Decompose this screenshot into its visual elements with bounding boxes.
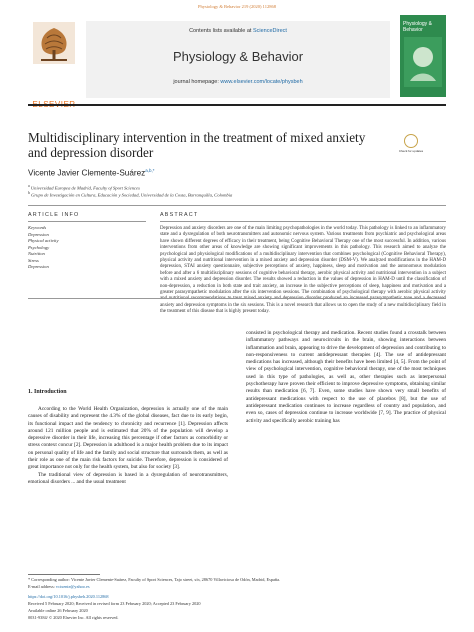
- article-info-rule: [28, 221, 146, 222]
- doi-line: [28, 594, 109, 599]
- article-title: Multidisciplinary intervention in the treatment of mixed anxiety and depression disorder: [28, 130, 366, 160]
- affiliation-b: [28, 191, 232, 198]
- abstract-heading: ABSTRACT: [160, 212, 199, 218]
- affiliation-mark: b: [28, 191, 30, 195]
- email-line: [28, 584, 90, 589]
- affiliation-text: Universidad Europea de Madrid, Faculty of Sport Sciences: [30, 185, 140, 191]
- elsevier-tree-icon: [33, 22, 75, 64]
- journal-cover-thumbnail: [400, 15, 446, 97]
- keyword: Depression: [28, 264, 49, 270]
- section-heading-introduction: 1. Introduction: [28, 389, 67, 395]
- journal-homepage-link[interactable]: www.elsevier.com/locate/physbeh: [220, 79, 303, 85]
- body-paragraph: consisted in psychological therapy and medication. Recent studies found a crosstalk between inflammatory pathways and neurocircuits in the brain, showing interactions between inflammation and brain, appearing to drive the development of depression and contributing to non-responsiveness to current antidepressant therapies [4]. The use of antidepressant medications has increased, although their benefits have been limited [4, 5]. From the point of view of psychological intervention, cognitive behavioral therapy, one of the most techniques used in this type of pathologies, as well as, other therapies such as interpersonal psychotherapy have proven their efficient to improve depressive symptoms, obtaining similar results than medication [6, 7]. Even, some studies have shown very small benefits of antidepressant medications with respect to the use of placebos [8], but the use of antidepressant medication continues to increase regardless of country and population, and even so, cases of depression continue to increase worldwide [7, 9]. The practice of physical activity and specifically aerobic training has: [246, 330, 446, 424]
- received-dates: Received 5 February 2020; Received in revised form 23 February 2020; Accepted 23 February 2020: [28, 601, 201, 606]
- keyword: Depression: [28, 232, 49, 237]
- author-name: Vicente Javier Clemente-Suárez: [28, 168, 146, 178]
- keyword: Physical activity: [28, 238, 59, 244]
- keyword: Nutrition: [28, 251, 45, 257]
- available-online: Available online 26 February 2020: [28, 608, 88, 613]
- header-rule: [28, 104, 446, 106]
- contents-prefix: Contents lists available at: [189, 28, 253, 34]
- article-info-heading: ARTICLE INFO: [28, 212, 80, 218]
- affiliation-a: [28, 184, 140, 191]
- check-for-updates-badge[interactable]: [400, 134, 422, 158]
- footnote-rule: [28, 574, 100, 575]
- email-link[interactable]: vctxente@yahoo.es: [55, 584, 90, 589]
- journal-homepage-line: [86, 79, 390, 85]
- affiliation-mark: a: [28, 184, 30, 188]
- cover-title: Physiology & Behavior: [403, 21, 432, 33]
- body-paragraph: The traditional view of depression is based in a dysregulation of neurotransmitters, emotional disorders ... and the usual treatment: [28, 471, 228, 485]
- contents-line: [86, 28, 390, 34]
- keywords-heading: Keywords: [28, 225, 47, 230]
- doi-link[interactable]: https://doi.org/10.1016/j.physbeh.2020.112868: [28, 594, 109, 599]
- homepage-label: journal homepage:: [173, 79, 221, 85]
- section-rule: [28, 205, 446, 206]
- keyword: Stress: [28, 257, 39, 263]
- abstract-text: Depression and anxiety disorders are one of the main limiting psychopathologies in the world today. This pathology is linked to an inflammatory state and a dysregulation of both neurotransmitters and autonomic nervous system. Various treatments from psychiatric and psychological areas have shown different degrees of efficacy in their treatment, being Cognitive Behavioral Therapy one of the most successful. In addition, various interventions from other areas of knowledge are showing significant improvements in this pathology. This research aimed to analyze the psychological and physiological modifications of a multidisciplinary intervention that combines psychological (Cognitive Behavioral Therapy), physical activity and nutritional intervention in a mixed anxiety and depression disorder (DSM-V). We analyzed modifications in the HAM-D depression, STAI anxiety questionnaire, subjective perceptions of anxiety, happiness, sleep and motivation and the autonomous modulation before and after a 6 multidisciplinary sessions of cognitive behavioral therapy, aerobic physical activity and nutritional intervention in a subject with a mixed anxiety and depression disorder. The results showed a reduction in the values of depression in HAM-D until the classification of non-depression, a reduction in both state and trait anxiety, an increase in the subjective perceptions of sleep, happiness and motivation and a greater parasympathetic modulation after the six intervention sessions. The combination of psychological therapy with aerobic physical activity and nutritional recommendations to treat mixed anxiety and depression disorder produced an increased parasympathetic tone and a decreased anxiety and depression symptoms in the six sessions. This is a novel research that allows us to open the study of a new multidisciplinary field in the treatment of this disease that is highly present today.: [160, 226, 446, 315]
- abstract-end-rule: [28, 298, 446, 299]
- journal-info-box: [86, 21, 390, 98]
- author-line: [28, 168, 155, 178]
- crossmark-icon: [404, 134, 418, 148]
- email-label: E-mail address:: [28, 584, 56, 589]
- abstract-rule: [160, 221, 446, 222]
- affiliation-text: Grupo de Investigación en Cultura, Educación y Sociedad, Universidad de la Costa, Barranquilla, Colombia: [31, 192, 233, 198]
- keyword: Psychology: [28, 244, 50, 250]
- keywords-list: [28, 232, 146, 270]
- body-column-left: [28, 406, 228, 486]
- corresponding-author-note: * Corresponding author: Vicente Javier Clemente-Suárez, Faculty of Sport Sciences, Tajo street, s/n, 28670 Villaviciosa de Odón, Madrid, España.: [28, 577, 281, 582]
- body-column-right: [246, 330, 446, 425]
- sciencedirect-link[interactable]: ScienceDirect: [252, 28, 287, 34]
- elsevier-logo: [28, 20, 80, 93]
- author-marks: a,b,*: [145, 168, 155, 173]
- check-for-updates-label: Check for updates: [398, 149, 424, 153]
- journal-title: Physiology & Behavior: [172, 49, 304, 64]
- cover-artwork-icon: [404, 37, 442, 87]
- journal-header: [28, 15, 446, 105]
- body-paragraph: According to the World Health Organization, depression is actually one of the main causes of disability and represent the 4.3% of the global diseases, fact due to its early begin, its functional impact and the tendency to chronicity and recurrence [1]. Depression affects around 121 million people and is estimated that 20% of the population will develop a depressive disorder in their life, increasing this percentage if other factors as comorbidity or stress context concur [2]. Depression in adulthood is a major health problem due to its impact on personal quality of life and the family and social structure that surrounds them, as well as their role as one of the main risk factors for suicide. Therefore, depression is considered of great importance not only for the health system, but also for society [3].: [28, 406, 228, 471]
- issn-copyright: 0031-9384/ © 2020 Elsevier Inc. All rights reserved.: [28, 615, 119, 620]
- journal-citation-line: Physiology & Behavior 219 (2020) 112868: [198, 4, 276, 9]
